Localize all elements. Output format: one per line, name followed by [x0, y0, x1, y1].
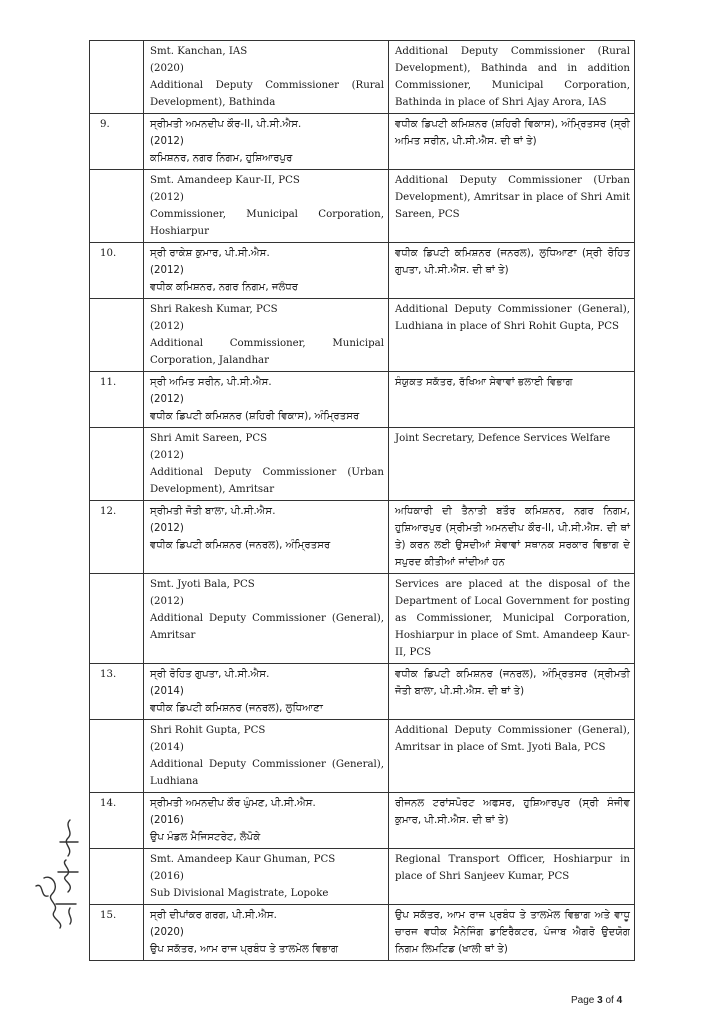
table-row	[90, 372, 635, 428]
batch-year: (2012)	[150, 321, 184, 332]
serial-number: 13.	[90, 664, 144, 720]
serial-number: 11.	[90, 372, 144, 428]
batch-year: (2020)	[150, 63, 184, 74]
serial-number	[90, 299, 144, 372]
batch-year: (2012)	[150, 523, 184, 534]
current-post: Additional Commissioner, Municipal Corporation, Jalandhar	[150, 338, 384, 366]
current-post: Sub Divisional Magistrate, Lopoke	[150, 888, 329, 899]
batch-year: (2016)	[150, 815, 184, 826]
current-post: ਉਪ ਸਕੱਤਰ, ਆਮ ਰਾਜ ਪ੍ਰਬੰਧ ਤੇ ਤਾਲਮੇਲ ਵਿਭਾਗ	[150, 944, 339, 955]
new-posting: Additional Deputy Commissioner (General), Amritsar in place of Smt. Jyoti Bala, PCS	[389, 720, 635, 793]
serial-number: 14.	[90, 793, 144, 849]
serial-number	[90, 720, 144, 793]
new-posting: ਵਧੀਕ ਡਿਪਟੀ ਕਮਿਸ਼ਨਰ (ਜਨਰਲ), ਲੁਧਿਆਣਾ (ਸ੍ਰੀ ਰੋਹਿਤ ਗੁਪਤਾ, ਪੀ.ਸੀ.ਐਸ. ਦੀ ਥਾਂ ਤੇ)	[389, 243, 635, 299]
transfer-orders-table	[89, 40, 635, 961]
current-post: Additional Deputy Commissioner (Rural Development), Bathinda	[150, 80, 384, 108]
batch-year: (2012)	[150, 265, 184, 276]
serial-number: 12.	[90, 501, 144, 574]
officer-name: Shri Rakesh Kumar, PCS	[150, 304, 278, 315]
table-row	[90, 905, 635, 961]
officer-current-posting	[144, 41, 389, 114]
new-posting: Joint Secretary, Defence Services Welfare	[389, 428, 635, 501]
new-posting: Additional Deputy Commissioner (General), Ludhiana in place of Shri Rohit Gupta, PCS	[389, 299, 635, 372]
new-posting: ਵਧੀਕ ਡਿਪਟੀ ਕਮਿਸ਼ਨਰ (ਸ਼ਹਿਰੀ ਵਿਕਾਸ), ਅੰਮ੍ਰਿਤਸਰ (ਸ੍ਰੀ ਅਮਿਤ ਸਰੀਨ, ਪੀ.ਸੀ.ਐਸ. ਦੀ ਥਾਂ ਤੇ)	[389, 114, 635, 170]
serial-number: 9.	[90, 114, 144, 170]
officer-current-posting	[144, 114, 389, 170]
page-prefix: Page	[571, 995, 598, 1006]
table-row	[90, 114, 635, 170]
officer-current-posting	[144, 849, 389, 905]
current-post: ਉਪ ਮੰਡਲ ਮੈਜਿਸਟਰੇਟ, ਲੋਪੋਕੇ	[150, 832, 261, 843]
current-post: Commissioner, Municipal Corporation, Hoshiarpur	[150, 209, 384, 237]
batch-year: (2016)	[150, 871, 184, 882]
table-row	[90, 299, 635, 372]
page-total: 4	[616, 995, 623, 1006]
officer-name: ਸ੍ਰੀ ਅਮਿਤ ਸਰੀਨ, ਪੀ.ਸੀ.ਐਸ.	[150, 377, 272, 388]
officer-name: Smt. Amandeep Kaur Ghuman, PCS	[150, 854, 336, 865]
table-row	[90, 428, 635, 501]
serial-number	[90, 170, 144, 243]
table-row	[90, 243, 635, 299]
officer-current-posting	[144, 501, 389, 574]
officer-name: ਸ੍ਰੀ ਰਾਕੇਸ਼ ਕੁਮਾਰ, ਪੀ.ਸੀ.ਐਸ.	[150, 248, 270, 259]
officer-current-posting	[144, 793, 389, 849]
serial-number	[90, 574, 144, 664]
officer-name: ਸ੍ਰੀਮਤੀ ਅਮਨਦੀਪ ਕੌਰ ਘੁੰਮਣ, ਪੀ.ਸੀ.ਐਸ.	[150, 798, 316, 809]
current-post: ਵਧੀਕ ਕਮਿਸ਼ਨਰ, ਨਗਰ ਨਿਗਮ, ਜਲੰਧਰ	[150, 282, 299, 293]
officer-name: Smt. Amandeep Kaur-II, PCS	[150, 175, 300, 186]
batch-year: (2020)	[150, 927, 184, 938]
officer-name: ਸ੍ਰੀ ਰੋਹਿਤ ਗੁਪਤਾ, ਪੀ.ਸੀ.ਐਸ.	[150, 669, 270, 680]
serial-number: 10.	[90, 243, 144, 299]
new-posting: ਵਧੀਕ ਡਿਪਟੀ ਕਮਿਸ਼ਨਰ (ਜਨਰਲ), ਅੰਮ੍ਰਿਤਸਰ (ਸ੍ਰੀਮਤੀ ਜੋਤੀ ਬਾਲਾ, ਪੀ.ਸੀ.ਐਸ. ਦੀ ਥਾਂ ਤੇ)	[389, 664, 635, 720]
serial-number	[90, 849, 144, 905]
officer-name: ਸ੍ਰੀ ਦੀਪਾਂਕਰ ਗਰਗ, ਪੀ.ਸੀ.ਐਸ.	[150, 910, 277, 921]
officer-current-posting	[144, 372, 389, 428]
officer-current-posting	[144, 664, 389, 720]
batch-year: (2012)	[150, 394, 184, 405]
officer-name: ਸ੍ਰੀਮਤੀ ਅਮਨਦੀਪ ਕੌਰ-II, ਪੀ.ਸੀ.ਐਸ.	[150, 119, 302, 130]
page-sep: of	[602, 995, 617, 1006]
current-post: ਵਧੀਕ ਡਿਪਟੀ ਕਮਿਸ਼ਨਰ (ਜਨਰਲ), ਲੁਧਿਆਣਾ	[150, 703, 323, 714]
officer-current-posting	[144, 170, 389, 243]
serial-number: 15.	[90, 905, 144, 961]
officer-current-posting	[144, 574, 389, 664]
page-number	[571, 995, 622, 1006]
batch-year: (2014)	[150, 742, 184, 753]
signature-image	[30, 812, 86, 932]
table-body	[90, 41, 635, 961]
officer-current-posting	[144, 243, 389, 299]
serial-number	[90, 41, 144, 114]
new-posting: ਅਧਿਕਾਰੀ ਦੀ ਤੈਨਾਤੀ ਬਤੌਰ ਕਮਿਸ਼ਨਰ, ਨਗਰ ਨਿਗਮ, ਹੁਸ਼ਿਆਰਪੁਰ (ਸ੍ਰੀਮਤੀ ਅਮਨਦੀਪ ਕੌਰ-II, ਪੀ.ਸੀ.ਐਸ. ਦੀ ਥਾਂ ਤੇ) ਕਰਨ ਲਈ ਉਸਦੀਆਂ ਸੇਵਾਵਾਂ ਸਥਾਨਕ ਸਰਕਾਰ ਵਿਭਾਗ ਦੇ ਸਪੁਰਦ ਕੀਤੀਆਂ ਜਾਂਦੀਆਂ ਹਨ	[389, 501, 635, 574]
officer-name: Shri Amit Sareen, PCS	[150, 433, 268, 444]
batch-year: (2012)	[150, 450, 184, 461]
batch-year: (2012)	[150, 192, 184, 203]
officer-name: ਸ੍ਰੀਮਤੀ ਜੋਤੀ ਬਾਲਾ, ਪੀ.ਸੀ.ਐਸ.	[150, 506, 276, 517]
table-row	[90, 849, 635, 905]
new-posting: Services are placed at the disposal of the Department of Local Government for posting as Commissioner, Municipal Corporation, Hoshiarpur in place of Smt. Amandeep Kaur-II, PCS	[389, 574, 635, 664]
new-posting: Regional Transport Officer, Hoshiarpur in place of Shri Sanjeev Kumar, PCS	[389, 849, 635, 905]
batch-year: (2012)	[150, 136, 184, 147]
officer-name: Smt. Kanchan, IAS	[150, 46, 248, 57]
current-post: ਵਧੀਕ ਡਿਪਟੀ ਕਮਿਸ਼ਨਰ (ਸ਼ਹਿਰੀ ਵਿਕਾਸ), ਅੰਮ੍ਰਿਤਸਰ	[150, 411, 360, 422]
new-posting: ਸੰਯੁਕਤ ਸਕੱਤਰ, ਰੱਖਿਆ ਸੇਵਾਵਾਂ ਭਲਾਈ ਵਿਭਾਗ	[389, 372, 635, 428]
batch-year: (2014)	[150, 686, 184, 697]
officer-current-posting	[144, 299, 389, 372]
current-post: Additional Deputy Commissioner (Urban Development), Amritsar	[150, 467, 384, 495]
table-row	[90, 664, 635, 720]
new-posting: Additional Deputy Commissioner (Urban Development), Amritsar in place of Shri Amit Sareen, PCS	[389, 170, 635, 243]
batch-year: (2012)	[150, 596, 184, 607]
new-posting: ਰੀਜਨਲ ਟਰਾਂਸਪੋਰਟ ਅਫਸਰ, ਹੁਸ਼ਿਆਰਪੁਰ (ਸ੍ਰੀ ਸੰਜੀਵ ਕੁਮਾਰ, ਪੀ.ਸੀ.ਐਸ. ਦੀ ਥਾਂ ਤੇ)	[389, 793, 635, 849]
table-row	[90, 41, 635, 114]
officer-current-posting	[144, 720, 389, 793]
table-row	[90, 170, 635, 243]
current-post: ਵਧੀਕ ਡਿਪਟੀ ਕਮਿਸ਼ਨਰ (ਜਨਰਲ), ਅੰਮ੍ਰਿਤਸਰ	[150, 540, 331, 551]
officer-current-posting	[144, 905, 389, 961]
table-row	[90, 501, 635, 574]
table-row	[90, 720, 635, 793]
officer-name: Shri Rohit Gupta, PCS	[150, 725, 266, 736]
page-current: 3	[597, 995, 603, 1006]
new-posting: ਉਪ ਸਕੱਤਰ, ਆਮ ਰਾਜ ਪ੍ਰਬੰਧ ਤੇ ਤਾਲਮੇਲ ਵਿਭਾਗ ਅਤੇ ਵਾਧੂ ਚਾਰਜ ਵਧੀਕ ਮੈਨੇਜਿੰਗ ਡਾਇਰੈਕਟਰ, ਪੰਜਾਬ ਐਗਰੋ ਉਦਯੋਗ ਨਿਗਮ ਲਿਮਟਿਡ (ਖਾਲੀ ਥਾਂ ਤੇ)	[389, 905, 635, 961]
table-row	[90, 574, 635, 664]
officer-name: Smt. Jyoti Bala, PCS	[150, 579, 255, 590]
current-post: ਕਮਿਸ਼ਨਰ, ਨਗਰ ਨਿਗਮ, ਹੁਸ਼ਿਆਰਪੁਰ	[150, 153, 293, 164]
current-post: Additional Deputy Commissioner (General), Amritsar	[150, 613, 384, 641]
officer-current-posting	[144, 428, 389, 501]
serial-number	[90, 428, 144, 501]
table-row	[90, 793, 635, 849]
current-post: Additional Deputy Commissioner (General), Ludhiana	[150, 759, 384, 787]
new-posting: Additional Deputy Commissioner (Rural Development), Bathinda and in addition Commissioner, Municipal Corporation, Bathinda in place of Shri Ajay Arora, IAS	[389, 41, 635, 114]
